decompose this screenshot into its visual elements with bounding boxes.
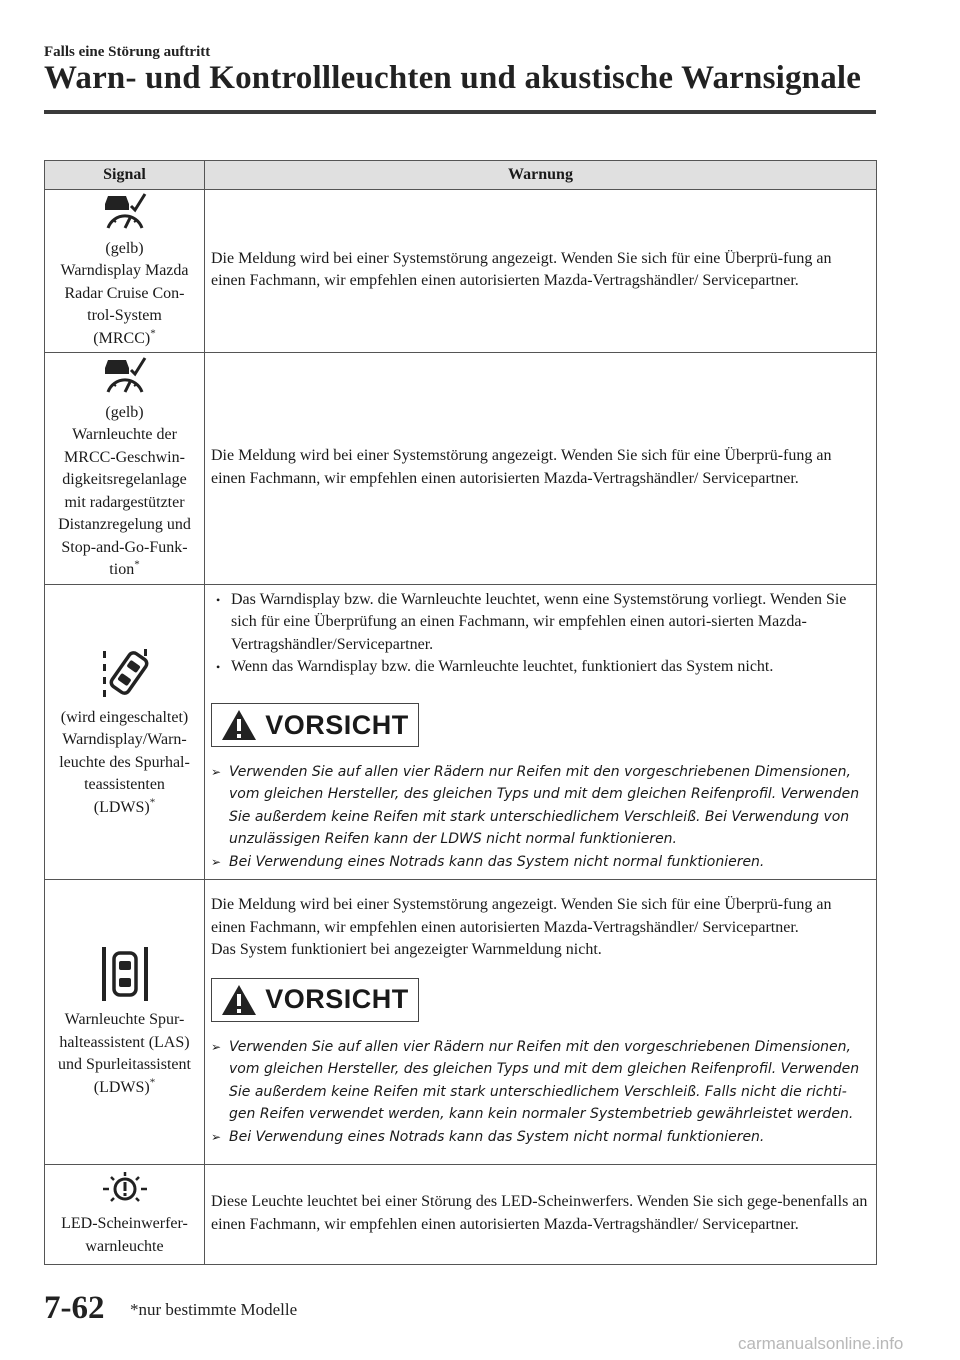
caution-item: ➢ Verwenden Sie auf allen vier Rädern nur Reifen mit den vorgeschriebenen Dimensionen, vom gleichen Hersteller, des gleichen Typs und mit dem gleichen Reifenprofil. Verwenden Sie außerdem keine Reifen mit stark unterschiedlichem Verschleiß. Bei Verwendung von unzulässigen Reifen kann der LDWS nicht normal funktionieren. bbox=[211, 761, 870, 851]
signal-line: und Spurleitassistent bbox=[58, 1056, 191, 1073]
warning-text-2: Das System funktioniert bei angezeigter Warnmeldung nicht. bbox=[211, 941, 602, 958]
signal-line: Stop-and-Go-Funk- bbox=[61, 538, 188, 556]
signal-line: Warndisplay/Warn- bbox=[62, 731, 187, 749]
header-warning: Warnung bbox=[205, 161, 877, 190]
warning-text: Die Meldung wird bei einer Systemstörung angezeigt. Wenden Sie sich für eine Überprü-fung an einen Fachmann, wir empfehlen einen autorisierten Mazda-Vertragshändler/ Servicepartner. bbox=[211, 896, 832, 936]
signal-line: Distanzregelung und bbox=[58, 516, 191, 533]
signal-line: (MRCC)* bbox=[93, 327, 156, 347]
signal-line: tion* bbox=[109, 558, 140, 578]
table-row bbox=[45, 190, 877, 353]
footnote: *nur bestimmte Modelle bbox=[130, 1300, 298, 1319]
warning-cell bbox=[205, 190, 877, 353]
signal-line: teassistenten bbox=[84, 776, 165, 794]
radar-cruise-warning-icon bbox=[99, 356, 151, 396]
warning-cell bbox=[205, 585, 877, 880]
title-rule bbox=[44, 110, 876, 114]
signal-cell bbox=[45, 1165, 205, 1265]
signal-line: digkeitsregelanlage bbox=[62, 471, 187, 488]
signal-line: (wird eingeschaltet) bbox=[60, 708, 189, 726]
header-signal: Signal bbox=[45, 161, 205, 190]
table-row bbox=[45, 1165, 877, 1265]
signal-line: MRCC-Geschwin- bbox=[64, 448, 185, 466]
signal-line: LED-Scheinwerfer- bbox=[61, 1215, 188, 1232]
table-row bbox=[45, 353, 877, 585]
caution-label: VORSICHT bbox=[265, 984, 409, 1015]
signal-line: Warnleuchte Spur- bbox=[64, 1011, 185, 1028]
led-headlight-warning-icon bbox=[99, 1171, 151, 1207]
footnote-mark: * bbox=[149, 1076, 156, 1089]
footnote-mark: * bbox=[134, 558, 140, 571]
warning-table bbox=[44, 160, 877, 1265]
bullet-list bbox=[211, 589, 870, 679]
signal-cell bbox=[45, 585, 205, 880]
radar-cruise-warning-icon bbox=[99, 192, 151, 232]
table-row bbox=[45, 585, 877, 880]
page-number: 7-62 bbox=[44, 1290, 105, 1326]
warning-cell bbox=[205, 1165, 877, 1265]
signal-line: (LDWS)* bbox=[93, 796, 156, 816]
caution-box bbox=[211, 703, 419, 747]
caution-item: ➢ Bei Verwendung eines Notrads kann das System nicht normal funktionieren. bbox=[211, 851, 870, 874]
signal-line: (gelb) bbox=[105, 239, 144, 257]
signal-line: (LDWS)* bbox=[93, 1076, 156, 1096]
section-label: Falls eine Störung auftritt bbox=[44, 44, 211, 60]
signal-cell bbox=[45, 880, 205, 1165]
warning-cell bbox=[205, 353, 877, 585]
table-header-row bbox=[45, 161, 877, 190]
watermark: carmanualsonline.info bbox=[738, 1334, 904, 1353]
footnote-mark: * bbox=[150, 327, 156, 340]
lane-keep-assist-icon bbox=[99, 945, 151, 1003]
caution-list bbox=[211, 761, 870, 874]
warning-text: Diese Leuchte leuchtet bei einer Störung des LED-Scheinwerfers. Wenden Sie sich gege-benenfalls an einen Fachmann, wir empfehlen einen autorisierten Mazda-Vertragshändler/ Servicepartner. bbox=[211, 1193, 868, 1233]
lane-departure-warning-icon bbox=[99, 645, 151, 701]
bullet-item: • Das Warndisplay bzw. die Warnleuchte leuchtet, wenn eine Systemstörung vorliegt. Wenden Sie sich für eine Überprüfung an einen Fachmann, wir empfehlen einen autori-sierten Mazda-Vertragshändler/Servicepartner. bbox=[211, 589, 870, 657]
signal-line: Radar Cruise Con- bbox=[64, 284, 185, 302]
caution-label: VORSICHT bbox=[265, 709, 409, 740]
caution-item: ➢ Bei Verwendung eines Notrads kann das System nicht normal funktionieren. bbox=[211, 1126, 870, 1149]
caution-box bbox=[211, 978, 419, 1022]
footnote-mark: * bbox=[149, 796, 156, 809]
caution-item: ➢ Verwenden Sie auf allen vier Rädern nur Reifen mit den vorgeschriebenen Dimensionen, vom gleichen Hersteller, des gleichen Typs und mit dem gleichen Reifenprofil. Verwenden Sie außerdem keine Reifen mit stark unterschiedlichem Verschleiß. Falls nicht die richti-gen Reifen verwendet werden, kann kein normaler Systembetrieb gewährleistet werden. bbox=[211, 1036, 870, 1126]
bullet-item: • Wenn das Warndisplay bzw. die Warnleuchte leuchtet, funktioniert das System nicht. bbox=[211, 656, 870, 679]
signal-line: mit radargestützter bbox=[64, 493, 185, 511]
signal-cell bbox=[45, 190, 205, 353]
signal-line: (gelb) bbox=[105, 403, 144, 421]
page-title: Warn- und Kontrollleuchten und akustische Warnsignale bbox=[44, 60, 862, 96]
signal-line: Warndisplay Mazda bbox=[60, 262, 189, 280]
warning-cell bbox=[205, 880, 877, 1165]
signal-line: leuchte des Spurhal- bbox=[59, 753, 190, 771]
signal-cell bbox=[45, 353, 205, 585]
warning-text: Die Meldung wird bei einer Systemstörung angezeigt. Wenden Sie sich für eine Überprü-fung an einen Fachmann, wir empfehlen einen autorisierten Mazda-Vertragshändler/ Servicepartner. bbox=[211, 447, 832, 487]
signal-line: warnleuchte bbox=[85, 1237, 164, 1255]
warning-text: Die Meldung wird bei einer Systemstörung angezeigt. Wenden Sie sich für eine Überprü-fung an einen Fachmann, wir empfehlen einen autorisierten Mazda-Vertragshändler/ Servicepartner. bbox=[211, 249, 832, 289]
caution-list bbox=[211, 1036, 870, 1149]
table-row bbox=[45, 880, 877, 1165]
warning-triangle-icon bbox=[221, 984, 257, 1016]
signal-line: trol-System bbox=[87, 307, 162, 325]
warning-triangle-icon bbox=[221, 709, 257, 741]
signal-line: halteassistent (LAS) bbox=[59, 1033, 190, 1051]
signal-line: Warnleuchte der bbox=[72, 426, 177, 443]
